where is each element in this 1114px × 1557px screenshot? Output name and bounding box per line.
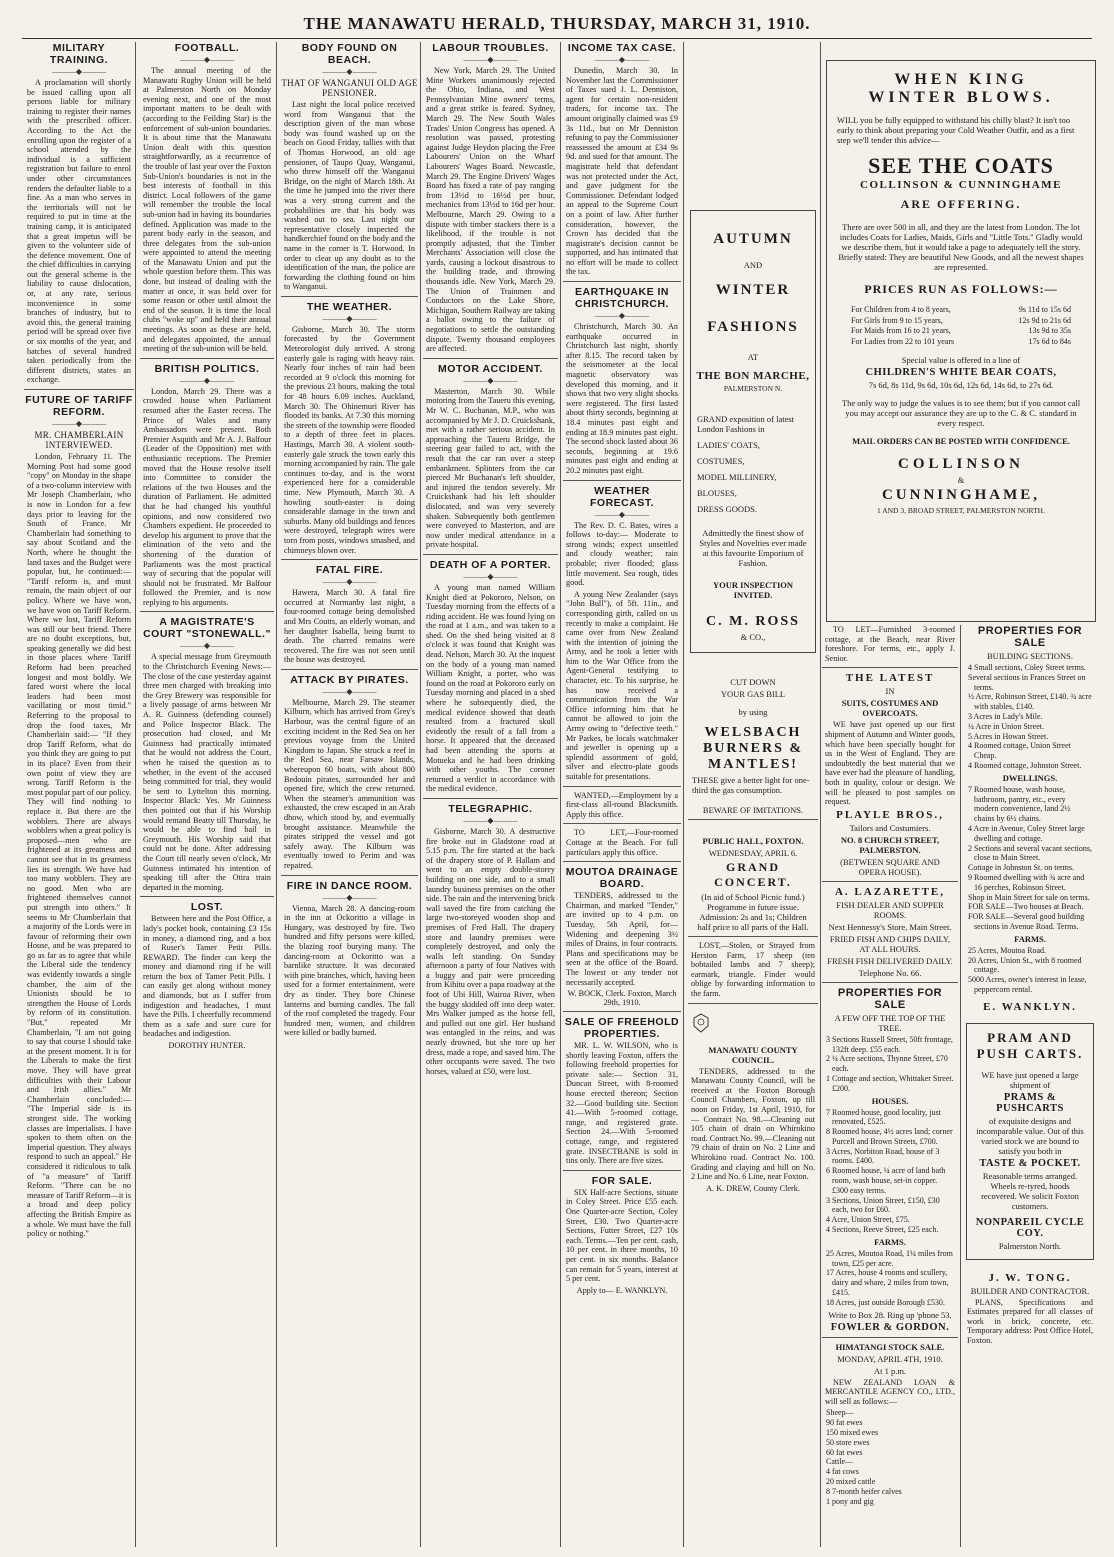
latest-in: IN	[885, 686, 895, 697]
gas-burners: BURNERS &	[702, 741, 804, 756]
telegraphic-heading: TELEGRAPHIC.	[448, 802, 533, 815]
ornament: ———◆———	[463, 55, 518, 64]
farms-heading: FARMS.	[874, 1236, 906, 1247]
stock-list	[826, 1408, 954, 1506]
gas-text: THESE give a better light for one-third the gas consumption.	[692, 775, 810, 795]
ad-and: AND	[743, 260, 763, 270]
write-box: Write to Box 28. Ring up 'phone 53.	[828, 1309, 952, 1320]
gas-mantles: MANTLES!	[708, 757, 798, 772]
list-item: 4 Roomed cottage, Johnston Street.	[968, 760, 1082, 770]
ad-winter: WINTER	[715, 282, 791, 298]
section-rule	[423, 798, 558, 799]
list-item: Cottage in Johnston St. on terms.	[968, 863, 1074, 873]
hall-ad	[688, 836, 818, 932]
ornament: ———◆———	[51, 67, 107, 76]
dwellings-heading: DWELLINGS.	[1002, 772, 1058, 783]
pirates-article: Melbourne, March 29. The steamer Kilburn, which has arrived from Grey's Harbour, was the central figure of an exciting incident in the Red Sea on her previous voyage from the United Kingdom to Japan. She struck a reef in the Red Sea, near Farsaw Islands, whereupon 60 boats, with about 800 Bedouin pirates, surrounded her and opened fire, which the crew returned. When the steamer's ammunition was exhausted, the crew escaped in an Arab dhow, which stood by, and eventually brought assistance. Meanwhile the pirates stripped the vessel and got safely away. The Kilburn was eventually towed to Perim and was repaired.	[284, 697, 415, 870]
list-item: 50 store ewes	[826, 1437, 870, 1447]
price-value: 9s 11d to 15s 6d	[1018, 305, 1071, 314]
ornament: ———◆———	[179, 641, 235, 651]
masthead	[0, 0, 1114, 40]
bear-coats: CHILDREN'S WHITE BEAR COATS,	[865, 367, 1057, 378]
column-7	[822, 625, 958, 1549]
ornament: ———◆———	[594, 509, 650, 519]
amp: &	[957, 475, 965, 485]
few-off: A FEW OFF THE TOP OF THE TREE.	[834, 1012, 946, 1033]
gas-welsbach: WELSBACH	[704, 725, 802, 740]
forsale-signature: Apply to— E. WANKLYN.	[576, 1285, 668, 1295]
porter-heading: DEATH OF A PORTER.	[429, 558, 552, 571]
ornament: ———◆———	[594, 311, 650, 321]
dance-heading: FIRE IN DANCE ROOM.	[286, 879, 413, 892]
section-rule	[822, 982, 958, 983]
list-item: 2 Sections and several vacant sections, close to Main Street.	[968, 843, 1092, 863]
column-5	[563, 42, 681, 1549]
collinson-name: COLLINSON	[897, 456, 1025, 472]
ad-invite: YOUR INSPECTION INVITED.	[712, 580, 794, 600]
ad-item: BLOUSES,	[697, 488, 737, 498]
column-3	[281, 42, 418, 1549]
porter-article: A young man named William Knight died at Pokororo, Nelson, on Tuesday morning from the effects of a riding accident. He was found lying on the road at 1 a.m., and was taken to a shed. On the shed being visited at 8 o'clock it was found that Knight was dead. Nelson, March 30. At the inquest on the body of a young man named William Knight, a porter, who was found on the road at Pokororo early on Tuesday morning and placed in a shed where he subsequently died, the medical evidence showed that death resulted from a fractured skull evidently the result of a fall from a horse. It appeared that the deceased had been attending the sports at Motueka and he had been drinking with other youths. The coroner returned a verdict in accordance with the medical evidence.	[426, 582, 555, 794]
offering: ARE OFFERING.	[900, 197, 1022, 211]
forecast-article: The Rev. D. C. Bates, wires a follows to-day:— Moderate to strong winds; expect unsettled and cloudy weather; rain probable; river flooded; glass little movement. Sea rough, tides good.	[566, 520, 678, 588]
tax-heading: INCOME TAX CASE.	[567, 42, 677, 54]
weather-article: Gisborne, March 30. The storm forecasted by the Government Meteorologist duly arrived. A strong easterly gale is raging with heavy rain. Nearly four inches of rain had been recorded at 9 o'clock this morning for the previous 23 hours, making the total for 48 hours 6.09 inches. Auckland, March 30. The Ohinemuri River has flooded its banks. At 7.30 this morning the streets of the township were flooded to a depth of three feet in places. Hastings, March 30. A violent south-easterly gale struck the town early this morning accompanied by rain. The gale continues to-day, and is the worst experienced here for a considerable time. New Plymouth, March 30. A howling south-easter is doing considerable damage in the town and suburbs. Many old buildings and fences were destroyed, telegraph wires were torn from posts, windows smashed, and chimneys blown over.	[284, 324, 415, 555]
list-item: 4 Acre in Avenue, Coley Street large dwelling and cottage.	[968, 823, 1085, 843]
newspaper-title: THE MANAWATU HERALD, THURSDAY, MARCH 31, 1910.	[303, 14, 811, 33]
props-heading: PROPERTIES FOR SALE	[837, 986, 943, 1011]
fish-dealer: FISH DEALER AND SUPPER ROOMS.	[836, 899, 944, 920]
tax-article: Dunedin, March 30. In November last the Commissioner of Taxes sued J. L. Denniston, agent for certain non-resident traders, for income tax. The amount originally claimed was £9 3s 11d., but on Mr Denniston refusing to pay the Commissioner reassessed the amount at £34 9s 9d. and sued for that amount. The magistrate held that defendant was not protected under the Act, and gave judgment for the Commissioner. Defendant lodged an appeal to the Supreme Court on a point of law. After further consideration, however, the Crown has decided that the magistrate's decision cannot be supported, and has intimated that no effort will be made to collect the tax.	[566, 66, 678, 277]
houses-list	[826, 1108, 954, 1235]
ornament: ———◆———	[179, 375, 235, 385]
list-item: 18 Acres, just outside Borough £530.	[826, 1297, 945, 1307]
section-rule	[563, 1011, 681, 1012]
pram-text-2: of exquisite designs and incomparable value. Out of this varied stock we are bound to satisfy you both in	[976, 1115, 1084, 1156]
drainage-heading: MOUTOA DRAINAGE BOARD.	[565, 866, 679, 891]
address: 1 AND 3, BROAD STREET, PALMERSTON NORTH.	[877, 506, 1045, 515]
list-item: FOR SALE—Two houses at Beach.	[968, 902, 1084, 912]
ad-co: & CO.,	[740, 632, 766, 642]
list-item: 90 fat ewes	[826, 1418, 863, 1428]
hall-heading: PUBLIC HALL, FOXTON.	[702, 836, 804, 846]
section-rule	[140, 896, 274, 897]
list-item: Shop in Main Street for sale on terms.	[968, 892, 1090, 902]
ornament: ———◆———	[463, 375, 518, 385]
ad-autumn: AUTUMN	[713, 231, 793, 247]
bon-marche-ad	[690, 210, 816, 653]
section-rule	[423, 358, 558, 359]
weather-heading: THE WEATHER.	[306, 300, 393, 313]
section-rule	[688, 819, 818, 820]
see-coats: SEE THE COATS	[868, 153, 1054, 178]
forsale-ad: SIX Half-acre Sections, situate in Coley Street. Price £55 each. One Quarter-acre Section, Coley Street, £30. Two Quarter-acre Sections, Futter Street, £27 10s each. Terms.—Ten per cent. cash, 10 per cent. in three months, 10 per cent. in six months. Balance can remain for 5 years, interest at 5 per cent.	[566, 1187, 678, 1284]
fire-heading: FATAL FIRE.	[315, 564, 384, 577]
ad-store-town: PALMERSTON N.	[723, 384, 783, 393]
freehold-heading: SALE OF FREEHOLD PROPERTIES.	[564, 1016, 680, 1041]
next-store: Next Hennessy's Store, Main Street.	[828, 921, 952, 932]
list-item: 17 Acres, house 4 rooms and scullery, dairy and whare, 2 miles from town, £415.	[826, 1268, 949, 1298]
list-item: 4 Sections, Reeve Street, £25 each.	[826, 1225, 939, 1235]
politics-heading: BRITISH POLITICS.	[154, 362, 260, 375]
list-item: Sheep—	[826, 1408, 854, 1418]
latest-heading: THE LATEST	[845, 672, 935, 685]
price-label: For Children from 4 to 8 years,	[851, 305, 951, 314]
special-text: Special value is offered in a line of	[901, 355, 1021, 365]
wanted-ad: WANTED,—Employment by a first-class all-round Blacksmith. Apply this office.	[566, 790, 678, 819]
quake-article: Christchurch, March 30. An earthquake occurred in Christchurch last night, shortly after 8.15. The record taken by the seismometer at the local magnetic observatory was developed this morning, and it shows that two very slight shocks were registered. The first lasted about thirty seconds, beginning at 18.4 minutes past eight and ending at 18.9 minutes past eight. The second shock lasted about 36 seconds, beginning at 19.6 minutes past eight and ending at 20.2 minutes past eight.	[566, 322, 678, 475]
fresh-fish: FRESH FISH DELIVERED DAILY.	[827, 955, 953, 966]
body-subheading: THAT OF WANGANUI OLD AGE PENSIONER.	[281, 78, 418, 98]
section-rule	[281, 669, 418, 670]
price-row	[851, 305, 1071, 316]
price-value: 13s 9d to 35s	[1028, 326, 1071, 335]
ad-at: AT	[747, 352, 759, 362]
list-item: 8 Roomed house, 4½ acres land; corner Purcell and Brown Streets, £700.	[826, 1127, 953, 1146]
lost-article: Between here and the Post Office, a lady's pocket book, containing £3 15s in money, a diamond ring, and a box of Ruser's Tamer Petit Pills. REWARD. The finder can keep the money and diamond ring if he will return the box of Tamer Petit Pills. I can easily get along without money and diamonds, but as I suffer from indigestion and headaches, I must have the Pills. I cheerfully recommend them as a safe and sure cure for headaches and indigestion.	[143, 914, 271, 1039]
list-item: 20 mixed cattle	[826, 1477, 876, 1486]
list-item: ¼ Acre in Union Street.	[968, 721, 1044, 731]
ornament: ———◆———	[463, 571, 518, 581]
football-article: The annual meeting of the Manawatu Rugby Union will be held at Palmerston North on Monday evening next, and one of the most important matters to be dealt with (according to the Feilding Star) is the enforcement of sub-union boundaries. It is about time that the Manawatu Union dealt with this question straightforwardly, as a recurrence of the trouble of last year over the Foxton Sub-Union's boundaries is not in the best interests of football in this district. Local followers of the game will remember the trouble the local sub-union had in having its boundaries defined. Application was made to the parent body early in the season, and three delegates from the sub-union were appointed to attend the meeting of the Manawatu Union and put the whole question before them. This was done, but instead of dealing with the matter at once, it was held over for some reason or other until almost the end of the season. It is time the local clubs "woke up" and held their annual meetings. As soon as these are held, and delegates appointed, the annual meeting of the sub-union will be held.	[143, 66, 271, 354]
section-rule	[423, 554, 558, 555]
wk-text: WILL you be fully equipped to withstand his chilly blast? It isn't too early to think about preparing your Cold Weather Outfit, and as a first step we'll tender this advice—	[837, 115, 1075, 145]
motor-heading: MOTOR ACCIDENT.	[438, 362, 543, 375]
ad-item: MODEL MILLINERY,	[697, 472, 777, 482]
collinson-ad	[826, 60, 1096, 622]
houses-heading: HOUSES.	[871, 1095, 909, 1106]
ornament: ———◆———	[594, 55, 650, 64]
list-item: 5 Acres in Howan Street.	[968, 731, 1049, 741]
tong-builder: BUILDER AND CONTRACTOR.	[970, 1285, 1090, 1296]
council-signature: A. K. DREW, County Clerk.	[706, 1183, 800, 1193]
price-row	[851, 316, 1071, 327]
props-heading-2: PROPERTIES FOR SALE	[977, 625, 1083, 649]
pram-taste: TASTE & POCKET.	[979, 1157, 1081, 1169]
list-item: 8 7-month heifer calves	[826, 1486, 902, 1496]
tong-name: J. W. TONG.	[988, 1271, 1072, 1284]
football-heading: FOOTBALL.	[174, 42, 240, 54]
column-6	[688, 42, 818, 1549]
coat-of-arms-icon	[688, 1012, 714, 1034]
price-value: 12s 9d to 21s 6d	[1018, 315, 1071, 325]
military-article: A proclamation will shortly be issued calling upon all persons liable for military training to register their names with the prescribed officer. According to the Act the enrolling upon the register of a school attended by the individual is a sufficient registration but failure to enrol under other circumstances renders the defaulter liable to a fine. As a man who serves in the territorials will not be required to put in time at the training camp, it is anticipated that a great impetus will be given to the volunteer side of the defence movement. One of the chief difficulties in carrying out the general scheme is the liability to cause dislocation, or, at any rate, serious inconvenience in some branches of industry, but to avoid this, the general training period will be spread over five or six months of the year, and batches of several hundred taken periodically from the different districts, states an exchange.	[27, 78, 131, 385]
ad-item: COSTUMES,	[697, 456, 745, 466]
labour-article: New York, March 29. The United Mine Workers unanimously rejected the Ohio, Indiana, and West Pennsylvanian Mine owners' terms, and a great strike is feared. Sydney, March 29. The New South Wales Trades' Union Congress has opened. A resolution was passed, protesting against Judge Heydon placing the Free Labourers' Union on the Wharf Labourers' Wages Board. Newcastle, March 29. The Engine Drivers' Wages Board has fixed a rate of pay ranging from 13½d to 16½d per hour, mechanics from 13½d to 16d per hour. Melbourne, March 29. Owing to a dispute with timber stackers there is a likelihood, if the trouble is not promptly adjusted, that the Timber Merchants' Association will close the yards, causing a lockout disastrous to the building trade, and throwing thousands idle. New York, March 29. The Union of Trainmen and Conductors on the Lake Shore, Michigan, Southern Railway are taking a ballot owing to the failure of negotiations to settle the outstanding dispute. Twenty thousand employees are affected.	[426, 66, 555, 354]
bear-prices: 7s 6d, 8s 11d, 9s 6d, 10s 6d, 12s 6d, 14s 6d, to 27s 6d.	[868, 380, 1054, 390]
wk-line2: WINTER BLOWS.	[868, 89, 1054, 106]
court-article: A special message from Greymouth to the Christchurch Evening News:— The close of the case yesterday against three men charged with breaking into the Grey Brewery was responsible for a lively passage of arms between Mr A. R. Guinness (defending counsel) and Police Inspector Black. The prosecution had closed, and Mr Guinness had practically intimated that he would not address the Court, when he raised the question as to whether, in the event of the accused being committed for trial, they would be sent to Lyttelton this morning. Inspector Black: Yes. Mr Guinness then pointed out that if his Worship would remand Beatty till Thursday, he would be able to find bail in Greymouth. His Worship said that could not be done. After addressing the Court till nearly seven o'clock, Mr Guinness intimated his intention of speaking till after the Otira train departed in the morning.	[143, 652, 271, 892]
fried-fish: FRIED FISH AND CHIPS DAILY, AT ALL HOURS.	[829, 933, 951, 954]
section-rule	[24, 389, 134, 390]
wk-line1: WHEN KING	[894, 71, 1028, 88]
fowler-gordon: FOWLER & GORDON.	[830, 1321, 950, 1333]
farms-list	[826, 1249, 954, 1308]
list-item: 1 Cottage and section, Whittaker Street. £200.	[826, 1073, 954, 1093]
pram-line1: PRAM AND	[987, 1029, 1073, 1045]
column-divider	[420, 42, 421, 1547]
dance-article: Vienna, March 28. A dancing-room in the inn at Ockoritto a village in Hungary, was destroyed by fire. Two hundred and fifty persons were killed, the blazing roof burying many. The dancing-room at Ockoritto was a barnlike structure. It was decorated with pine branches, which, having been used for a former entertainment, were dry as tinder. They bore Chinese lanterns and burning candles. The fall of the roof completed the tragedy. Four hundred men, women, and children were killed or badly burned.	[284, 903, 415, 1038]
playle: PLAYLE BROS.,	[836, 808, 944, 821]
lazarette: A. LAZARETTE,	[834, 885, 946, 898]
council-heading: MANAWATU COUNTY COUNCIL.	[708, 1044, 798, 1065]
pram-line2: PUSH CARTS.	[976, 1045, 1084, 1061]
list-item: 9 Roomed dwelling with ¾ acre and 16 perches, Robinson Street.	[968, 872, 1085, 892]
section-rule	[281, 559, 418, 560]
tariff-heading: FUTURE OF TARIFF REFORM.	[25, 394, 133, 418]
palmerston: Palmerston North.	[998, 1240, 1062, 1251]
list-item: 4 Roomed cottage, Union Street Cheap.	[968, 741, 1071, 761]
column-divider	[683, 42, 684, 1547]
pram-prams: PRAMS & PUSHCARTS	[996, 1091, 1064, 1114]
body-heading: BODY FOUND ON BEACH.	[301, 42, 398, 66]
forecast-article-2: A young New Zealander (says "John Bull"), of 5ft. 11in., and corresponding girth, called on us recently to make a complaint. He came over from New Zealand with the intention of joining the Army, and he took a letter with him to the War Office from the Agent-General testifying to character, etc. To his surprise, he has now received a communication from the War Office informing him that he cannot be allowed to join the Army owing to "defective teeth." Mr Parkes, be locals watchmaker and jeweller is opening up a splendid assortment of gold, silver and electro-plate goods suitable for presentations.	[566, 589, 678, 781]
section-rule	[563, 786, 681, 787]
latest-text: WE have just opened up our first shipment of Autumn and Winter goods, which have been specially bought for us in the West of England. They are undoubtedly the best material that we have ever had the pleasure of handling, both in quality, colour or design. We will be pleased to post samples on request.	[825, 720, 955, 807]
price-table	[851, 305, 1071, 347]
ornament: ———◆———	[463, 815, 518, 825]
price-label: For Girls from 9 to 15 years,	[851, 315, 943, 325]
gas-beware: BEWARE OF IMITATIONS.	[702, 805, 804, 815]
himatangi-time: At 1 p.m.	[873, 1365, 907, 1376]
court-heading: A MAGISTRATE'S COURT "STONEWALL."	[143, 616, 271, 641]
gas-bill: YOUR GAS BILL	[720, 689, 786, 699]
list-item: 7 Roomed house, wash house, bathroom, pantry, etc., every modern convenience, land 2½ chains by 6½ chains.	[968, 784, 1071, 824]
lost-signature: DOROTHY HUNTER.	[168, 1041, 246, 1051]
pram-text-3: Reasonable terms arranged. Wheels re-tyred, hoods recovered. We solicit Foxton customers.	[981, 1170, 1079, 1211]
ornament: ———◆———	[322, 892, 377, 902]
list-item: 3 Acres in Lady's Mile.	[968, 711, 1043, 721]
column-8	[964, 625, 1096, 1549]
list-item: Cattle—	[826, 1457, 854, 1467]
section-rule	[140, 358, 274, 359]
lost-stock-ad: LOST,—Stolen, or Strayed from Herston Farm, 17 sheep (ten bobtailed lambs and 7 sheep); earmark, triangle. Finder would oblige by forwarding information to the farm.	[691, 941, 815, 998]
section-rule	[822, 667, 958, 668]
nzloan-text: NEW ZEALAND LOAN & MERCANTILE AGENCY CO., LTD., will sell as follows:—	[825, 1377, 955, 1406]
pram-ad	[966, 1023, 1094, 1260]
list-item: 3 Sections, Union Street, £150, £30 each, two for £60.	[826, 1195, 940, 1215]
telegraphic-article: Gisborne, March 30. A destructive fire broke out in Gladstone road at 5.15 p.m. The fire started at the back of the drapery store of P. Hallam and went to an empty double-storey building on one side, and to a small laundry business premises on the other side. The rain and the intervening brick wall saved the fire from catching the large two-storeyed wooden shop and premises of Fred Hall. The drapery store and laundry premises were completely destroyed, and only the walls left standing. On Sunday afternoon a party of four Natives with a buggy and pair were proceeding from Kihitu over a papa roadway at the foot of Ubi Hill, Wairoa River, when the buggy skidded off into deep water. Mrs Walker jumped as the horse fell, and pulled out one girl. Her husband was entangled in the reins, and was nearly drowned, but she tore up her dress, made a rope, and saved him. The other occupants were saved. The two horses, valued at £50, were lost.	[426, 826, 555, 1076]
ad-item: LADIES' COATS,	[697, 440, 760, 450]
list-item: 4 Acre, Union Street, £75.	[826, 1215, 910, 1225]
ad-item: DRESS GOODS.	[697, 504, 757, 514]
price-row	[851, 337, 1071, 348]
hall-text: (In aid of School Picnic fund.) Programme in future issue. Admission: 2s and 1s; Children half price to all parts of the Hall.	[697, 892, 809, 932]
politics-article: London, March 29. There was a crowded house when Parliament resumed after the Easter recess. The Prince of Wales and many Ambassadors were present. Both Premier Asquith and Mr A. J. Balfour (Leader of the Opposition) met with enthusiastic receptions. The Premier moved that the House resolve itself into Committee to consider the relations of the two Houses and the duration of Parliament. He admitted that he had changed his youthful opinions, and now considered two Chambers expedient. He proceeded to develop his argument to prove that the elimination of the veto and the shortening of the duration of Parliaments was the most practical way of securing that the popular will should not be frustrated. Mr Balfour followed the Premier, and is now replying to his arguments.	[143, 386, 271, 607]
list-item: 150 mixed ewes	[826, 1428, 878, 1438]
list-item: 4 fat cows	[826, 1467, 859, 1477]
tolet-beach: TO LET—Furnished 3-roomed cottage, at the Beach, near River foreshore. For terms, etc., apply J. Senior.	[825, 625, 955, 663]
ad-store-name: THE BON MARCHE,	[696, 370, 810, 382]
quake-heading: EARTHQUAKE IN CHRISTCHURCH.	[574, 286, 669, 311]
tariff-article: London, February 11. The Morning Post had some good "copy" on Monday in the shape of a two-column interview with Mr Joseph Chamberlain, who is now in London for a few days prior to leaving for the South of France. Mr Chamberlain had something to say about Scotland and the North, where he thought the land taxes and the Budget were popular, but, he continued:— "Tariff reform is, and must remain, the main object of our policy. Where we have won, we have won on Tariff Reform. Where we lost, Tariff Reform was still our best friend. There are no doubt exceptions, but, speaking generally we did best in those places where Tariff Reform had been preached longest and most boldly. We fared worst where the local leaders had been most vacillating or most timid." Referring to the proposal to drop the food taxes, Mr Chamberlain said:— "If they drop Tariff Reform, what do you think they are going to put in its place? Even from their own point of view they are wrong. Tariff Reform is the most popular part of our policy. They will find nothing to replace it. But there are the wobblers. There are always wobblers when a great policy is proposed—men who are frightened at its greatness and cannot see that in its greatness lies its strength. We have had too many wobblers. They are no good. Men who are frightened themselves cannot put strength into others." It seems to Mr Chamberlain that a majority of the Lords were in favour of reforming their own House, and he was prepared to go as far as to agree that while the Liberal side the tendency was evidently towards a single chamber, the aim of the Unionists should be to strengthen the House of Lords by reform of its constitution. "But," repeated Mr Chamberlain, "I am not going to say that course I should take at the present moment. It is for the Liberals to make the first move. They will have great difficulties with their Labour and Irish allies." Mr Chamberlain concluded:— "The Imperial side is its strongest side. The working classes are Imperialists. I have spoken to them often on the Imperial question. They always respond to such an appeal." He considered it ridiculous to talk of "a measure" of Tariff Reform. "There can be no measure of Tariff Reform—it is a broad and deep policy affecting the British Empire as a whole. We must have the full policy or nothing."	[27, 452, 131, 1239]
column-2	[140, 42, 274, 1549]
list-item: 4 Small sections, Coley Street terms.	[968, 663, 1086, 672]
section-rule	[140, 611, 274, 612]
section-rule	[563, 281, 681, 282]
fire-article: Hawera, March 30. A fatal fire occurred at Normanby last night, a four-roomed cottage being demolished and Mrs Coutts, an elderly woman, and her daughter Isabella, being burnt to death. The charred remains were recovered. The fire was not seen until the house was destroyed.	[284, 588, 415, 665]
forsale-heading: FOR SALE.	[591, 1174, 653, 1187]
gas-cut: CUT DOWN	[730, 677, 776, 687]
column-4	[423, 42, 558, 1549]
forecast-heading: WEATHER FORECAST.	[589, 484, 654, 509]
tong-text: PLANS, Specifications and Estimates prepared for all classes of work in brick, concrete, etc. Temporary address: Post Office Hotel, Foxton.	[967, 1297, 1093, 1346]
hall-title: GRAND CONCERT.	[714, 860, 792, 889]
section-rule	[563, 1170, 681, 1171]
column-divider	[276, 42, 277, 1547]
list-item: 25 Acres, Moutoa Road.	[968, 945, 1046, 955]
section-rule	[563, 823, 681, 824]
section-rule	[688, 936, 818, 937]
column-divider	[560, 42, 561, 1547]
drainage-signature: W. BOCK, Clerk. Foxton, March 29th, 1910.	[567, 989, 677, 1008]
labour-heading: LABOUR TROUBLES.	[432, 42, 549, 54]
firm-name: COLLINSON & CUNNINGHAME	[860, 179, 1062, 191]
nonpareil: NONPAREIL CYCLE COY.	[975, 1216, 1085, 1239]
ornament: ———◆———	[322, 67, 377, 76]
body-article: Last night the local police received word from Wanganui that the description given of the man whose body was found washed up on the beach on Good Friday, tallies with that of Thomas Horwood, an old age pensioner, of Taupo Quay, Wanganui, who threw himself off the Wanganui Bridge, on the night of March 18th. At the time he jumped into the river there was a very strong current and the probabilities are that his body was washed out to sea. Last night our representative closely inspected the handkerchief found on the body and the name in the corner is T. Horwood. In order to clear up any doubt as to the identification of the man, the police are forwarding the clothing found on him to Wanganui.	[284, 100, 415, 292]
section-rule	[822, 1337, 958, 1338]
ornament: ———◆———	[179, 55, 235, 64]
farms-list-2	[968, 946, 1092, 995]
column-1	[24, 42, 134, 1549]
list-item: 7 Roomed house, good locality, just renovated, £525.	[826, 1107, 941, 1127]
ad-admittedly: Admittedly the finest show of Styles and Novelties ever made at this favourite Emporium of Fashion.	[699, 528, 807, 568]
pirates-heading: ATTACK BY PIRATES.	[290, 673, 409, 686]
dwellings-list	[968, 785, 1092, 932]
offer-text: There are over 500 in all, and they are the latest from London. The lot includes Coats for Ladies, Maids, Girls and "Little Tots." Gladly would we describe them, but it would take a page to adequately tell the story. Briefly stated: They are beautiful New Goods, and all the newest shapes are represented.	[838, 222, 1084, 272]
section-rule	[563, 480, 681, 481]
pram-text: WE have just opened a large shipment of	[981, 1069, 1079, 1090]
ad-proprietor: C. M. ROSS	[706, 614, 800, 629]
section-rule	[281, 875, 418, 876]
church-street: NO. 8 CHURCH STREET, PALMERSTON.	[840, 834, 940, 855]
hall-date: WEDNESDAY, APRIL 6.	[708, 848, 798, 858]
list-item: 5000 Acres, owner's interest in lease, peppercorn rental.	[968, 975, 1087, 994]
column-divider	[135, 42, 136, 1547]
price-value: 17s 6d to 84s	[1028, 336, 1071, 346]
column-divider	[960, 625, 961, 1547]
list-item: 20 Acres, Union St., with 8 roomed cottage.	[968, 955, 1082, 975]
price-label: For Maids from 16 to 21 years,	[851, 326, 951, 335]
price-label: For Ladies from 22 to 101 years	[851, 336, 955, 346]
freehold-ad: MR. L. W. WILSON, who is shortly leaving Foxton, offers the following freehold properties for private sale:— Section 31, Duncan Street, with 8-roomed house erected thereon; Section 32.—Good building site. Section 41.—With 5-roomed cottage, range, and registered grate. Section 24.—With 5-roomed cottage, range, and registered grate. INSECTBANE is sold in tins only. There are five sizes.	[566, 1041, 678, 1166]
prices-heading: PRICES RUN AS FOLLOWS:—	[864, 282, 1058, 296]
telephone: Telephone No. 66.	[858, 967, 922, 978]
between: (BETWEEN SQUARE AND OPERA HOUSE).	[840, 856, 940, 877]
council-ad: TENDERS, addressed to the Manawatu County Council, will be received at the Foxton Borough Council Chambers, Foxton, up till noon on Friday, 1st April, 1910, for— Contract No. 98.—Cleaning out 105 chain of drain on Whirokino road. Contract No. 99.—Cleaning out 79 chain of drain on No. 2 Line and Whirokino road. Contract No. 100. Grading and claying and hill on No. 2 Line and No. 6 Line, near Foxton.	[691, 1066, 815, 1182]
ad-items-list	[693, 440, 813, 514]
tariff-subheading: MR. CHAMBERLAIN INTERVIEWED.	[34, 430, 124, 450]
only-way: The only way to judge the values is to see them; but if you cannot call you may accept our assurance they are up to the C. & C. standard in every respect.	[841, 398, 1081, 428]
list-item: 2 ¼ Acre sections, Thynne Street, £70 each.	[826, 1054, 948, 1074]
ad-fashions: FASHIONS	[707, 319, 799, 335]
gas-by: by using	[738, 707, 768, 717]
section-rule	[822, 881, 958, 882]
welsbach-ad	[688, 677, 818, 815]
ornament: ———◆———	[322, 313, 377, 323]
farms-heading-2: FARMS.	[1014, 933, 1046, 944]
motor-article: Masterton, March 30. While motoring from the Taueru this evening, Mr W. C. Buchanan, M.P., who was accompanied by Mr J. D. Cruickshank, met with a rather serious accident. In approaching the Taueru Bridge, the steering gear failed to act, with the result that the car ran over a steep embankment. Splinters from the car pierced Mr Buchanan's left shoulder, and injured the tendon severely. Mr Cruickshank had his left shoulder dislocated, and was very severely shaken. Subsequently both gentlemen were conveyed to Masterton, and are now under medical attendance in a private hospital.	[426, 386, 555, 550]
props-list	[826, 1035, 954, 1094]
lost-heading: LOST.	[190, 901, 224, 914]
list-item: FOR SALE—Several good building sections in Avenue Road. Terms.	[968, 912, 1085, 931]
ornament: ———◆———	[322, 686, 377, 696]
ornament: ———◆———	[322, 577, 377, 587]
cunninghame-name: CUNNINGHAME,	[881, 487, 1041, 503]
mail-orders: MAIL ORDERS CAN BE POSTED WITH CONFIDENCE.	[852, 436, 1070, 446]
building-sections: BUILDING SECTIONS.	[987, 651, 1073, 661]
column-divider	[820, 42, 821, 1547]
section-rule	[563, 861, 681, 862]
tailors: Tailors and Costumiers.	[849, 822, 931, 833]
list-item: 3 Acres, Norbiton Road, house of 3 rooms. £400.	[826, 1146, 940, 1166]
list-item: Several sections in Frances Street on terms.	[968, 672, 1086, 692]
ornament: ———◆———	[51, 419, 107, 428]
list-item: 6 Roomed house, ¼ acre of land bath room, wash house, set-in copper. £300 easy terms.	[826, 1166, 946, 1195]
list-item: 60 fat ewes	[826, 1447, 863, 1457]
himatangi-heading: HIMATANGI STOCK SALE.	[835, 1341, 945, 1352]
sections-list	[968, 663, 1092, 771]
drainage-ad: TENDERS, addressed to the Chairman, and marked "Tender," are invited up to 4 p.m. on Tuesday, 5th April, for— Widening and deepening 3½ miles of Drains, in four contracts. Plans and specifications may be seen at the office of the Board. The lowest or any tender not necessarily accepted.	[566, 891, 678, 987]
military-heading: MILITARY TRAINING.	[49, 42, 109, 66]
list-item: 1 pony and gig	[826, 1496, 874, 1506]
list-item: 3 Sections Russell Street, 50ft frontage, 132ft deep. £55 each.	[826, 1034, 953, 1054]
latest-suits: SUITS, COSTUMES AND OVERCOATS.	[841, 698, 939, 719]
tolet-ad: TO LET,—Four-roomed Cottage at the Beach. For full particulars apply this office.	[566, 828, 678, 857]
ad-grand-text: GRAND exposition of latest London Fashions in	[697, 414, 795, 434]
section-rule	[281, 296, 418, 297]
wanklyn-signature: E. WANKLYN.	[983, 1000, 1077, 1013]
himatangi-date: MONDAY, APRIL 4TH, 1910.	[837, 1353, 943, 1364]
list-item: ½ Acre, Robinson Street, £140. ¾ acre with stables, £140.	[968, 692, 1092, 712]
list-item: 25 Acres, Moutoa Road, 1¼ miles from town, £25 per acre.	[826, 1248, 953, 1268]
section-rule	[688, 1003, 818, 1004]
masthead-rule	[22, 38, 1092, 39]
price-row	[851, 326, 1071, 337]
